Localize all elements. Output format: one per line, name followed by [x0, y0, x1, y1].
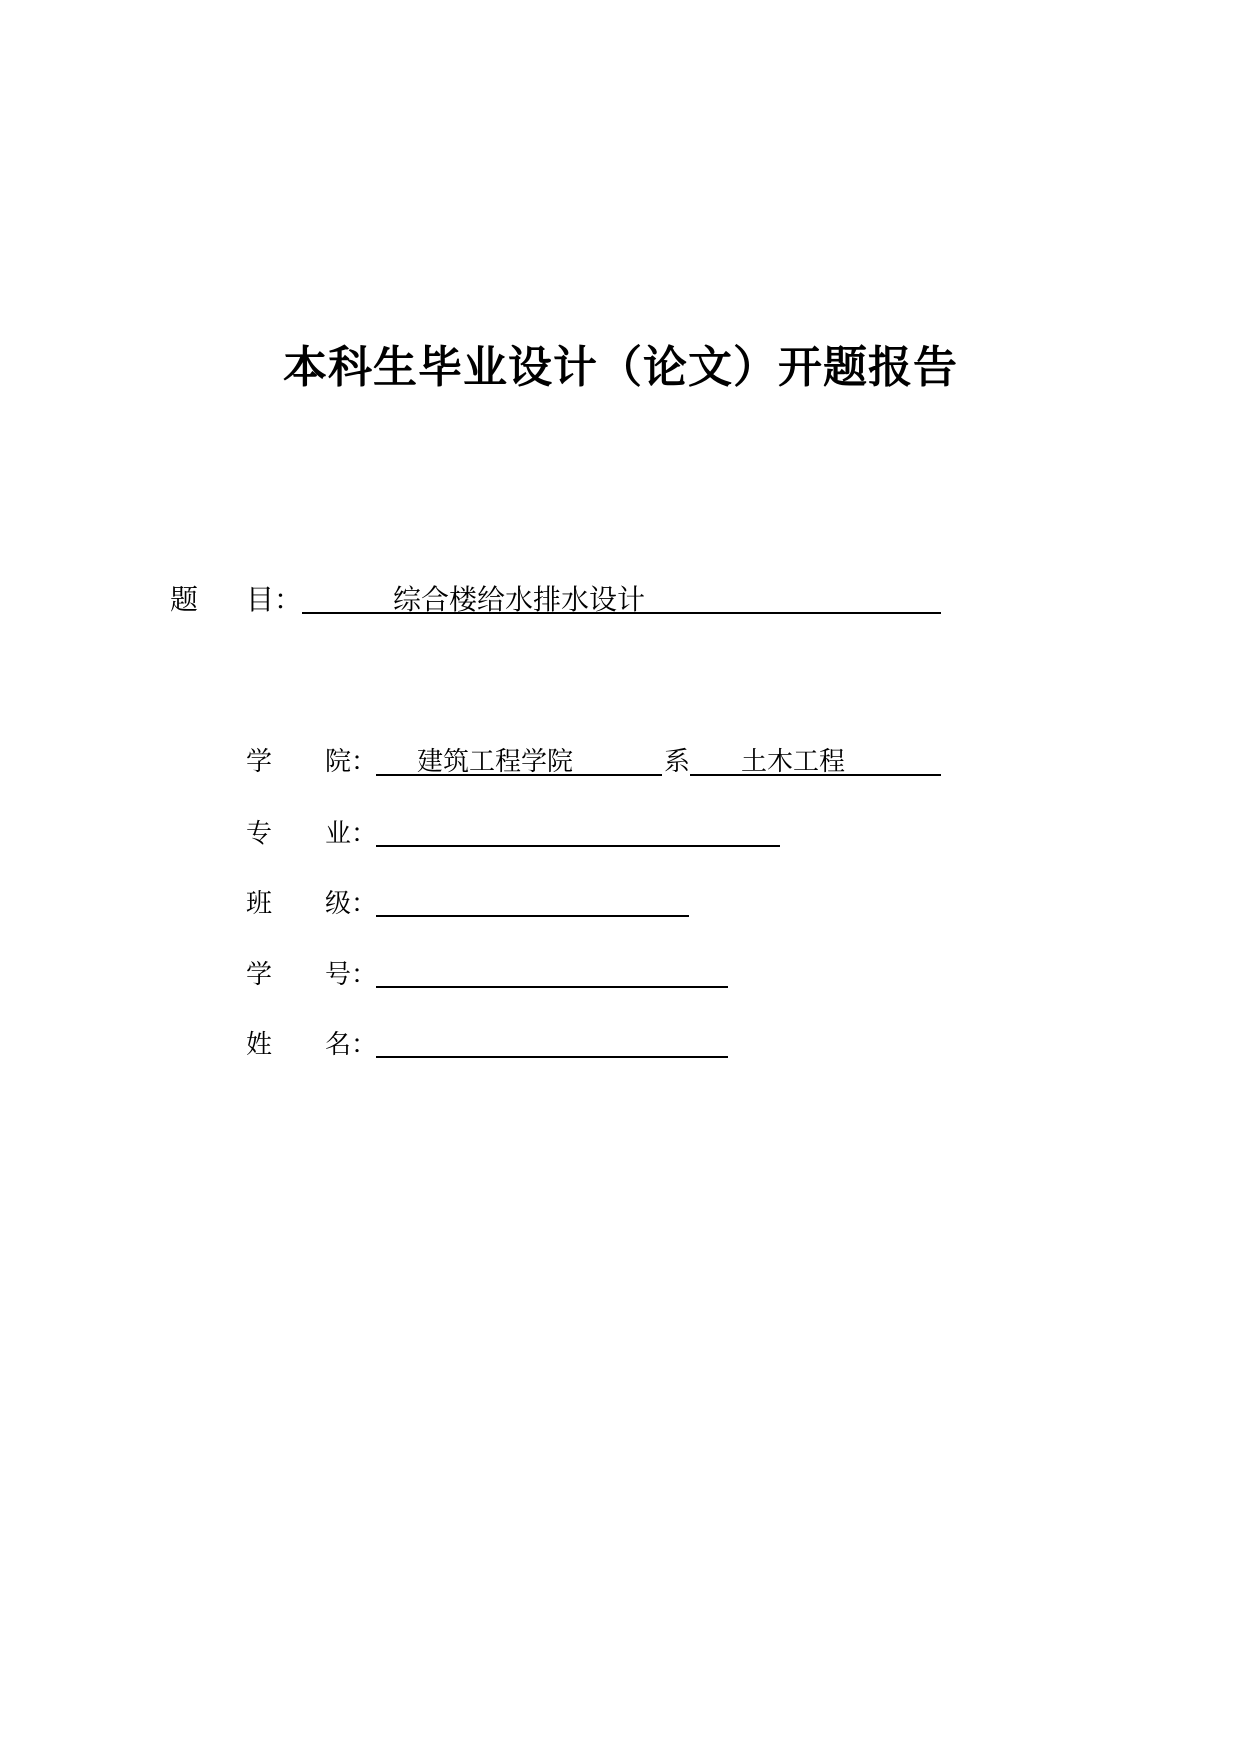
college-value[interactable]: 建筑工程学院 [417, 747, 574, 777]
student-id-label-char1: 学 [246, 960, 273, 990]
major-label-char2: 业： [325, 819, 378, 849]
department-value[interactable]: 土木工程 [741, 747, 846, 777]
class-underline [376, 915, 689, 917]
name-label-char2: 名： [325, 1030, 378, 1060]
name-underline [376, 1056, 728, 1058]
class-label-char2: 级： [325, 889, 378, 919]
topic-label-char1: 题 [170, 583, 199, 616]
topic-value[interactable]: 综合楼给水排水设计 [393, 583, 646, 616]
topic-label-char2: 目： [246, 583, 303, 616]
major-label-char1: 专 [246, 819, 273, 849]
department-label: 系 [664, 747, 691, 777]
student-id-underline [376, 986, 728, 988]
college-label-char2: 院： [325, 747, 378, 777]
class-label-char1: 班 [246, 889, 273, 919]
college-label-char1: 学 [246, 747, 273, 777]
name-label-char1: 姓 [246, 1030, 273, 1060]
page-title: 本科生毕业设计（论文）开题报告 [283, 342, 958, 393]
college-underline [376, 774, 662, 776]
major-underline [376, 845, 780, 847]
department-underline [690, 774, 941, 776]
student-id-label-char2: 号： [325, 960, 378, 990]
topic-underline [302, 612, 941, 614]
